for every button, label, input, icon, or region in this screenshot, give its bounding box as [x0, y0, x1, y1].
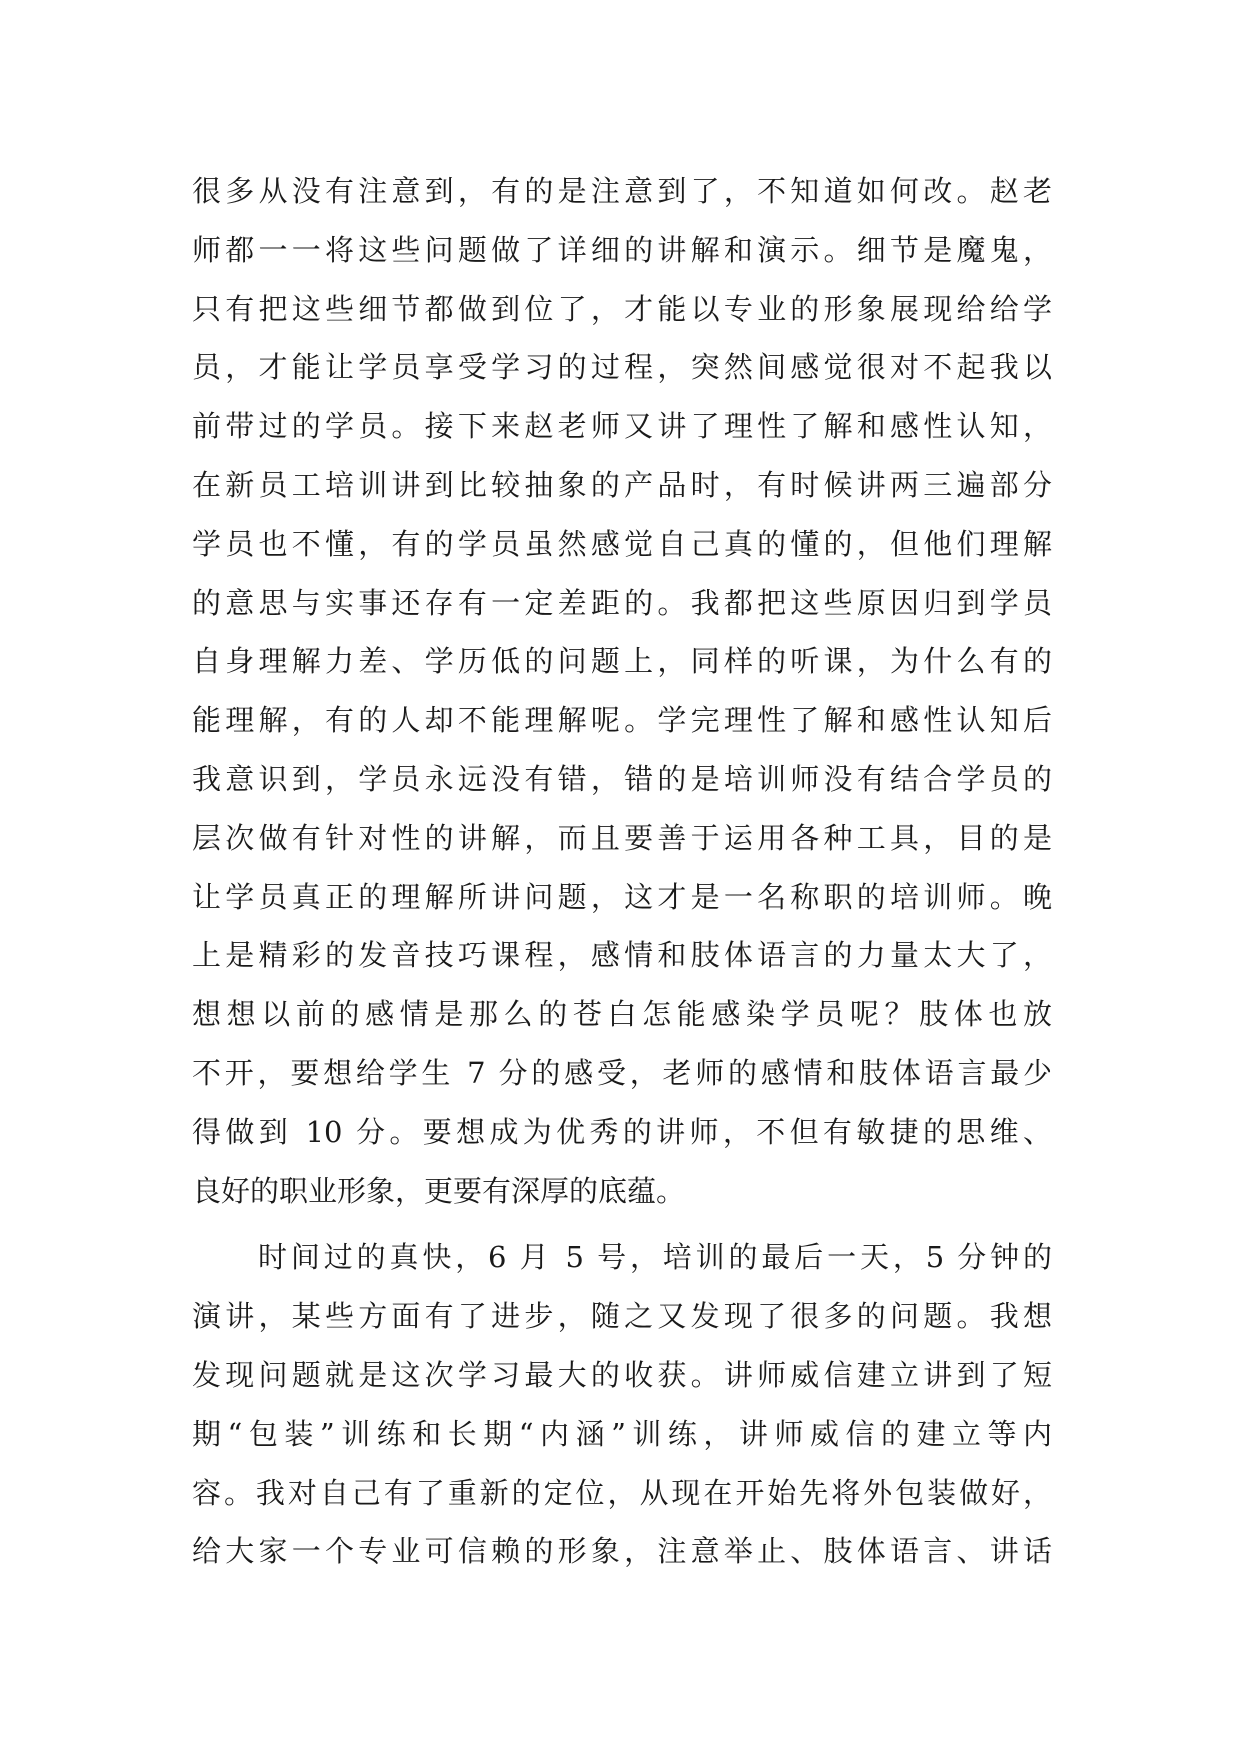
text-line: 不开，要想给学生 7 分的感受，老师的感情和肢体语言最少: [192, 1055, 1052, 1090]
paragraph-spacing: [192, 1220, 1052, 1228]
text-line: 自身理解力差、学历低的问题上，同样的听课，为什么有的: [192, 644, 1052, 679]
text-line: 很多从没有注意到，有的是注意到了，不知道如何改。赵老: [192, 174, 1052, 208]
text-line: 发现问题就是这次学习最大的收获。讲师威信建立讲到了短: [192, 1357, 1052, 1392]
text-line: 容。我对自己有了重新的定位，从现在开始先将外包装做好，: [192, 1475, 1052, 1510]
text-line: 让学员真正的理解所讲问题，这才是一名称职的培训师。晚: [192, 879, 1052, 914]
text-line: 上是精彩的发音技巧课程，感情和肢体语言的力量太大了，: [192, 938, 1052, 973]
text-line: 层次做有针对性的讲解，而且要善于运用各种工具，目的是: [192, 820, 1052, 855]
text-line: 给大家一个专业可信赖的形象，注意举止、肢体语言、讲话: [192, 1534, 1052, 1569]
text-line: 能理解，有的人却不能理解呢。学完理性了解和感性认知后: [192, 703, 1052, 738]
text-line: 时间过的真快，6 月 5 号，培训的最后一天，5 分钟的: [258, 1240, 1052, 1275]
text-line: 学员也不懂，有的学员虽然感觉自己真的懂的，但他们理解: [192, 526, 1052, 561]
text-line: 得做到 10 分。要想成为优秀的讲师，不但有敏捷的思维、: [192, 1114, 1052, 1149]
text-line: 演讲，某些方面有了进步，随之又发现了很多的问题。我想: [192, 1299, 1052, 1334]
text-line: 只有把这些细节都做到位了，才能以专业的形象展现给给学: [192, 291, 1052, 326]
text-line: 员，才能让学员享受学习的过程，突然间感觉很对不起我以: [192, 350, 1052, 385]
text-line: 前带过的学员。接下来赵老师又讲了理性了解和感性认知，: [192, 409, 1052, 444]
text-line: 我意识到，学员永远没有错，错的是培训师没有结合学员的: [192, 761, 1052, 796]
text-line: 在新员工培训讲到比较抽象的产品时，有时候讲两三遍部分: [192, 467, 1052, 502]
text-line: 的意思与实事还存有一定差距的。我都把这些原因归到学员: [192, 585, 1052, 620]
text-line: 想想以前的感情是那么的苍白怎能感染学员呢？肢体也放: [192, 997, 1052, 1032]
paragraph-continuation: [192, 162, 1052, 1220]
text-line: 师都一一将这些问题做了详细的讲解和演示。细节是魔鬼，: [192, 232, 1052, 267]
body-text: [192, 162, 1052, 1581]
text-line: 良好的职业形象，更要有深厚的底蕴。: [192, 1173, 686, 1208]
paragraph-final-day: [192, 1228, 1052, 1581]
text-line: 期“包装”训练和长期“内涵”训练，讲师威信的建立等内: [192, 1416, 1052, 1451]
